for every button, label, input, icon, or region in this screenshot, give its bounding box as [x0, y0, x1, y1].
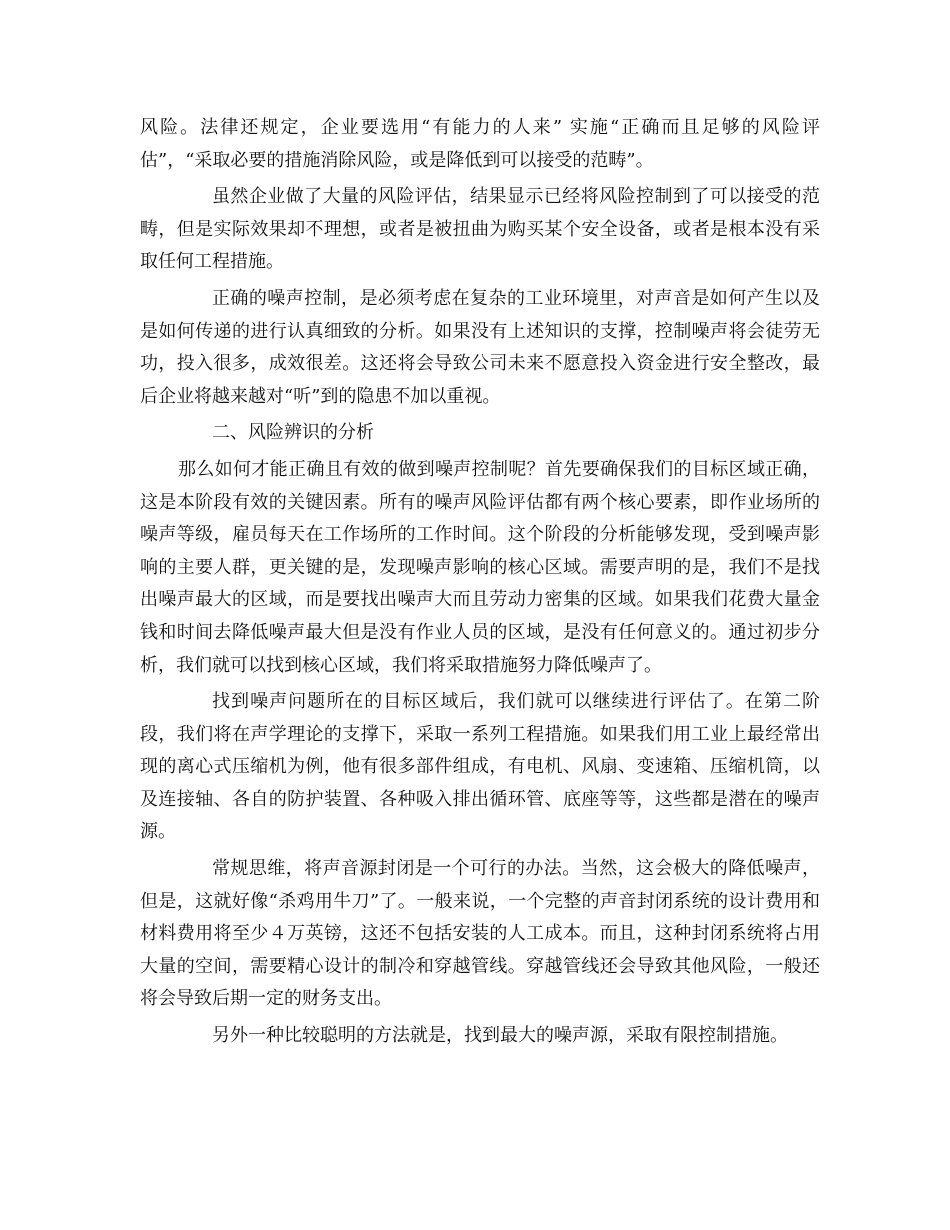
paragraph-smart-method: 另外一种比较聪明的方法就是，找到最大的噪声源，采取有限控制措施。 — [212, 1025, 788, 1047]
paragraph-second-stage: 找到噪声问题所在的目标区域后，我们就可以继续进行评估了。在第二阶段，我们将在声学理论的支撑下，采取一系列工程措施。如果我们用工业上最经常出现的离心式压缩机为例，他有很多部件组成，有电机、风扇、变速箱、压缩机筒，以及连接轴、各自的防护装置、各种吸入排出循环管、底座等等，这些都是潜在的噪声源。 — [140, 691, 820, 843]
paragraph-risk-law: 风险。法律还规定，企业要选用“有能力的人来” 实施“正确而且足够的风险评估”，“采取必要的措施消除风险，或是降低到可以接受的范畴”。 — [140, 117, 820, 171]
paragraph-assessment-result: 虽然企业做了大量的风险评估，结果显示已经将风险控制到了可以接受的范畴，但是实际效果却不理想，或者是被扭曲为购买某个安全设备，或者是根本没有采取任何工程措施。 — [140, 186, 820, 273]
paragraph-enclosure: 常规思维，将声音源封闭是一个可行的办法。当然，这会极大的降低噪声，但是，这就好像“杀鸡用牛刀”了。一般来说，一个完整的声音封闭系统的设计费用和材料费用将至少４万英镑，这还不包括安装的人工成本。而且，这种封闭系统将占用大量的空间，需要精心设计的制冷和穿越管线。穿越管线还会导致其他风险，一般还将会导致后期一定的财务支出。 — [140, 858, 820, 1010]
document-body — [140, 112, 820, 1057]
paragraph-target-area: 那么如何才能正确且有效的做到噪声控制呢？首先要确保我们的目标区域正确，这是本阶段有效的关键因素。所有的噪声风险评估都有两个核心要素，即作业场所的噪声等级，雇员每天在工作场所的工作时间。这个阶段的分析能够发现，受到噪声影响的主要人群，更关键的是，发现噪声影响的核心区域。需要声明的是，我们不是找出噪声最大的区域，而是要找出噪声大而且劳动力密集的区域。如果我们花费大量金钱和时间去降低噪声最大但是没有作业人员的区域，是没有任何意义的。通过初步分析，我们就可以找到核心区域，我们将采取措施努力降低噪声了。 — [140, 458, 820, 676]
paragraph-correct-control: 正确的噪声控制，是必须考虑在复杂的工业环境里，对声音是如何产生以及是如何传递的进行认真细致的分析。如果没有上述知识的支撑，控制噪声将会徒劳无功，投入很多，成效很差。这还将会导致公司未来不愿意投入资金进行安全整改，最后企业将越来越对“听”到的隐患不加以重视。 — [140, 287, 820, 407]
section-heading-risk-identification: 二、风险辨识的分析 — [212, 422, 374, 444]
